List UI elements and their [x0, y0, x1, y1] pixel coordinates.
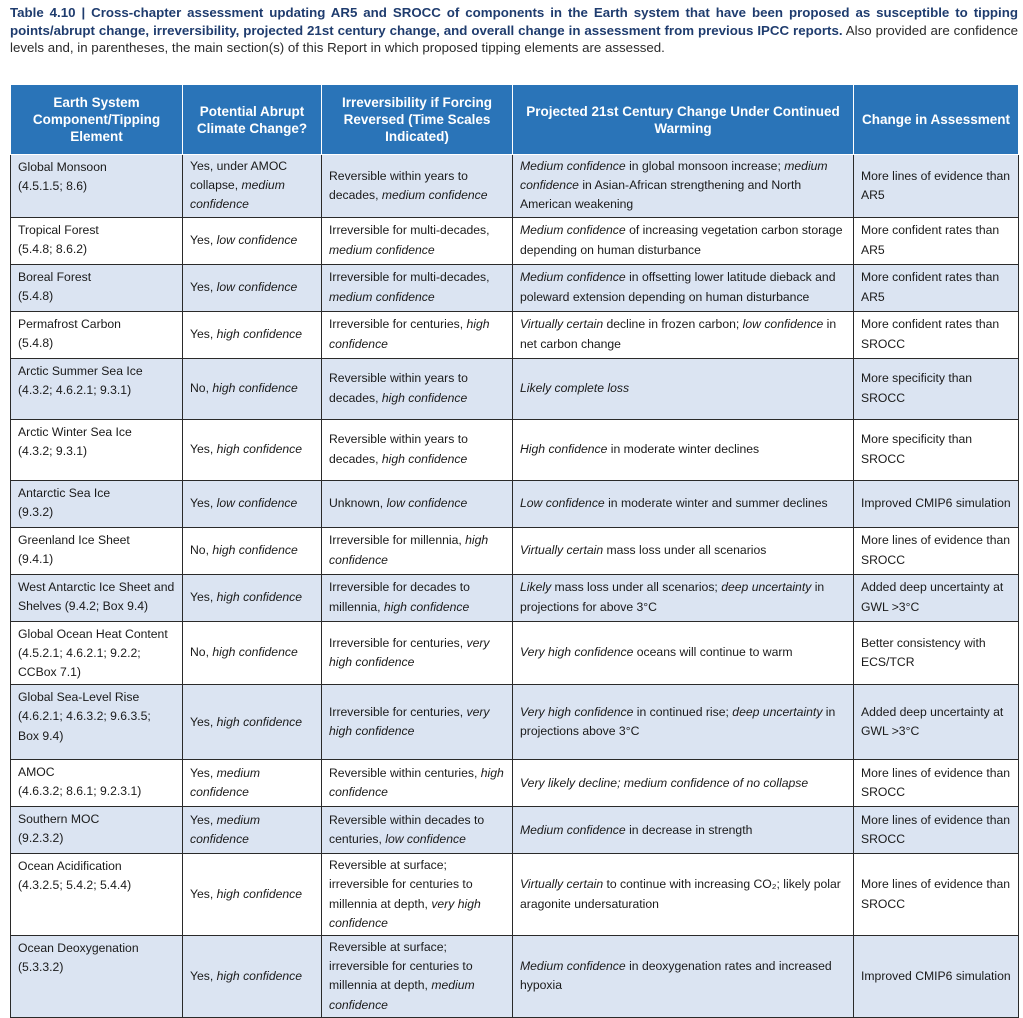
cell-text: Yes,: [190, 766, 217, 781]
cell-projected-change: [513, 760, 854, 807]
component-name: Boreal Forest: [18, 269, 92, 284]
cell-projected-change: [513, 217, 854, 264]
cell-text: in moderate winter declines: [607, 442, 760, 456]
confidence-text: very high confidence: [329, 896, 481, 930]
table-row: [11, 936, 1019, 1018]
confidence-text: high confidence: [216, 327, 303, 341]
confidence-text: Medium confidence: [520, 822, 626, 837]
cell-projected-change: [513, 311, 854, 358]
confidence-text: medium confidence: [190, 766, 261, 800]
table-row: [11, 807, 1019, 854]
cell-change-in-assessment: Improved CMIP6 simulation: [854, 936, 1019, 1018]
cell-text: Irreversible for centuries,: [329, 705, 467, 720]
cell-text: of increasing vegetation carbon storage depending on human disturbance: [520, 223, 843, 257]
confidence-text: Likely: [520, 580, 552, 595]
component-name: Southern MOC: [18, 812, 100, 827]
cell-abrupt-change: [183, 311, 322, 358]
table-row: [11, 264, 1019, 311]
confidence-text: high confidence: [212, 381, 298, 395]
confidence-text: low confidence: [216, 233, 298, 247]
table-row: [11, 480, 1019, 527]
cell-component: [11, 264, 183, 311]
cell-component: [11, 155, 183, 218]
confidence-text: high confidence: [381, 390, 468, 405]
cell-abrupt-change: [183, 760, 322, 807]
table-row: [11, 527, 1019, 574]
cell-text: Reversible within years to decades,: [329, 371, 468, 405]
header-abrupt-change: Potential Abrupt Climate Change?: [183, 85, 322, 155]
confidence-text: high confidence: [216, 442, 303, 456]
cell-text: mass loss under all scenarios: [603, 543, 767, 557]
cell-irreversibility: [322, 807, 513, 854]
cell-text: in net carbon change: [520, 317, 837, 351]
cell-projected-change: [513, 527, 854, 574]
confidence-text: medium confidence: [190, 813, 261, 847]
cell-abrupt-change: [183, 480, 322, 527]
component-sections: (5.4.8): [18, 335, 54, 350]
cell-abrupt-change: [183, 217, 322, 264]
cell-text: to continue with increasing CO₂; likely polar aragonite undersaturation: [520, 877, 841, 911]
tipping-elements-table: [10, 84, 1019, 1018]
cell-text: in offsetting lower latitude dieback and poleward extension depending on human disturbance: [520, 270, 836, 304]
cell-change-in-assessment: More lines of evidence than SROCC: [854, 854, 1019, 936]
confidence-text: medium confidence: [329, 289, 435, 304]
confidence-text: high confidence: [216, 714, 303, 729]
component-name: Greenland Ice Sheet: [18, 532, 130, 547]
component-name: Global Sea-Level Rise: [18, 690, 140, 705]
cell-projected-change: [513, 685, 854, 760]
confidence-text: high confidence: [216, 887, 303, 902]
cell-irreversibility: [322, 358, 513, 419]
caption-title: Table 4.10 | Cross-chapter assessment updating AR5 and SROCC of components in the Earth system that have been proposed as susceptible to tipping points/abrupt change, irreversibility, projected 21st century change, and overall change in assessment from previous IPCC reports.: [10, 5, 1018, 38]
confidence-text: high confidence: [383, 599, 470, 614]
cell-change-in-assessment: More lines of evidence than SROCC: [854, 760, 1019, 807]
cell-component: [11, 936, 183, 1018]
confidence-text: deep uncertainty: [732, 705, 823, 720]
component-name: Arctic Summer Sea Ice: [18, 363, 143, 378]
table-caption: [10, 4, 1018, 57]
cell-irreversibility: [322, 311, 513, 358]
component-name: Tropical Forest: [18, 222, 99, 237]
confidence-text: Very high confidence: [520, 705, 634, 720]
component-sections: (4.5.2.1; 4.6.2.1; 9.2.2; CCBox 7.1): [18, 645, 141, 680]
table-row: [11, 419, 1019, 480]
cell-text: Irreversible for multi-decades,: [329, 270, 490, 285]
cell-component: [11, 574, 183, 621]
cell-text: Yes,: [190, 327, 217, 341]
confidence-text: medium confidence: [190, 178, 285, 212]
confidence-text: Medium confidence: [520, 959, 626, 974]
cell-text: in projections for above 3°C: [520, 580, 825, 614]
cell-change-in-assessment: More confident rates than SROCC: [854, 311, 1019, 358]
cell-projected-change: [513, 419, 854, 480]
cell-abrupt-change: [183, 419, 322, 480]
table-body: [11, 155, 1019, 1018]
cell-component: [11, 685, 183, 760]
confidence-text: Medium confidence: [520, 223, 626, 238]
cell-text: Irreversible for multi-decades,: [329, 223, 490, 238]
cell-irreversibility: [322, 685, 513, 760]
header-component: Earth System Component/Tipping Element: [11, 85, 183, 155]
cell-text: Yes,: [190, 968, 217, 983]
table-header: [11, 85, 1019, 155]
cell-text: Reversible within years to decades,: [329, 168, 468, 202]
header-change-in-assessment: Change in Assessment: [854, 85, 1019, 155]
cell-text: Reversible at surface; irreversible for centuries to millennia at depth,: [329, 858, 473, 911]
table-row: [11, 574, 1019, 621]
component-name: AMOC: [18, 765, 55, 780]
table-row: [11, 685, 1019, 760]
cell-abrupt-change: [183, 358, 322, 419]
cell-text: Reversible within years to decades,: [329, 432, 468, 466]
caption-body: Also provided are confidence levels and, in parentheses, the main section(s) of this Report in which proposed tipping elements are assessed.: [10, 22, 1019, 55]
header-irreversibility: Irreversibility if Forcing Reversed (Time Scales Indicated): [322, 85, 513, 155]
confidence-text: Likely complete loss: [520, 381, 630, 395]
confidence-text: medium confidence: [329, 978, 475, 1012]
cell-change-in-assessment: More lines of evidence than SROCC: [854, 807, 1019, 854]
cell-change-in-assessment: Added deep uncertainty at GWL >3°C: [854, 574, 1019, 621]
cell-component: [11, 358, 183, 419]
component-name: West Antarctic Ice Sheet and Shelves (9.4.2; Box 9.4): [18, 579, 175, 613]
component-sections: (5.3.3.2): [18, 960, 64, 975]
cell-abrupt-change: [183, 574, 322, 621]
cell-abrupt-change: [183, 936, 322, 1018]
cell-text: in global monsoon increase;: [625, 159, 785, 173]
component-sections: (9.2.3.2): [18, 831, 64, 846]
cell-component: [11, 311, 183, 358]
confidence-text: high confidence: [381, 451, 468, 466]
confidence-text: Virtually certain: [520, 543, 604, 557]
confidence-text: low confidence: [216, 496, 298, 510]
table-row: [11, 311, 1019, 358]
cell-text: Yes,: [190, 442, 217, 456]
cell-text: Yes,: [190, 714, 217, 729]
cell-abrupt-change: [183, 685, 322, 760]
cell-text: in projections above 3°C: [520, 705, 836, 739]
cell-abrupt-change: [183, 527, 322, 574]
table-row: [11, 217, 1019, 264]
confidence-text: very high confidence: [329, 635, 490, 669]
cell-component: [11, 419, 183, 480]
confidence-text: High confidence: [520, 442, 608, 456]
cell-abrupt-change: [183, 854, 322, 936]
cell-irreversibility: [322, 155, 513, 218]
cell-component: [11, 854, 183, 936]
cell-text: Yes, under AMOC collapse,: [190, 159, 288, 193]
component-sections: (5.4.8; 8.6.2): [18, 241, 88, 256]
cell-change-in-assessment: More specificity than SROCC: [854, 419, 1019, 480]
cell-abrupt-change: [183, 264, 322, 311]
cell-text: Reversible within centuries,: [329, 766, 481, 781]
cell-irreversibility: [322, 621, 513, 685]
cell-projected-change: [513, 358, 854, 419]
cell-irreversibility: [322, 480, 513, 527]
confidence-text: very high confidence: [329, 705, 490, 739]
confidence-text: medium confidence: [381, 187, 488, 202]
cell-text: No,: [190, 381, 213, 395]
table-row: [11, 760, 1019, 807]
cell-text: Yes,: [190, 233, 217, 247]
component-sections: (4.3.2; 9.3.1): [18, 443, 88, 458]
component-name: Ocean Deoxygenation: [18, 941, 139, 956]
cell-projected-change: [513, 574, 854, 621]
confidence-text: high confidence: [329, 533, 489, 567]
confidence-text: high confidence: [216, 968, 303, 983]
cell-irreversibility: [322, 760, 513, 807]
cell-projected-change: [513, 480, 854, 527]
confidence-text: Virtually certain: [520, 877, 604, 892]
cell-projected-change: [513, 807, 854, 854]
table-row: [11, 155, 1019, 218]
cell-component: [11, 760, 183, 807]
cell-text: No,: [190, 645, 213, 660]
cell-irreversibility: [322, 419, 513, 480]
component-name: Antarctic Sea Ice: [18, 485, 111, 500]
confidence-text: high confidence: [212, 645, 298, 660]
confidence-text: high confidence: [329, 766, 504, 800]
cell-change-in-assessment: Better consistency with ECS/TCR: [854, 621, 1019, 685]
cell-text: Yes,: [190, 590, 217, 604]
cell-text: in Asian-African strengthening and North American weakening: [520, 178, 802, 212]
cell-change-in-assessment: Improved CMIP6 simulation: [854, 480, 1019, 527]
cell-text: Irreversible for millennia,: [329, 533, 466, 548]
cell-change-in-assessment: Added deep uncertainty at GWL >3°C: [854, 685, 1019, 760]
table-row: [11, 854, 1019, 936]
table-row: [11, 621, 1019, 685]
confidence-text: Medium confidence: [520, 270, 626, 285]
confidence-text: low confidence: [386, 496, 468, 510]
cell-text: decline in frozen carbon;: [603, 317, 743, 332]
cell-text: oceans will continue to warm: [633, 645, 793, 660]
cell-change-in-assessment: More confident rates than AR5: [854, 264, 1019, 311]
cell-irreversibility: [322, 264, 513, 311]
confidence-text: low confidence: [742, 317, 824, 332]
cell-text: in decrease in strength: [625, 822, 753, 837]
confidence-text: Very high confidence: [520, 645, 634, 660]
confidence-text: medium confidence: [520, 159, 828, 193]
cell-component: [11, 621, 183, 685]
cell-text: Irreversible for centuries,: [329, 635, 467, 650]
cell-component: [11, 217, 183, 264]
confidence-text: low confidence: [216, 280, 298, 294]
component-sections: (4.6.2.1; 4.6.3.2; 9.6.3.5; Box 9.4): [18, 709, 151, 743]
cell-change-in-assessment: More lines of evidence than SROCC: [854, 527, 1019, 574]
header-row: [11, 85, 1019, 155]
confidence-text: high confidence: [329, 317, 490, 351]
component-sections: (4.3.2; 4.6.2.1; 9.3.1): [18, 382, 132, 397]
cell-irreversibility: [322, 936, 513, 1018]
component-sections: (9.3.2): [18, 504, 54, 519]
cell-text: Yes,: [190, 813, 217, 828]
table-row: [11, 358, 1019, 419]
confidence-text: Very likely decline; medium confidence of no collapse: [520, 775, 809, 790]
cell-irreversibility: [322, 574, 513, 621]
cell-projected-change: [513, 621, 854, 685]
component-name: Global Ocean Heat Content: [18, 626, 168, 641]
confidence-text: deep uncertainty: [721, 580, 812, 595]
cell-component: [11, 480, 183, 527]
component-sections: (4.5.1.5; 8.6): [18, 179, 88, 194]
component-sections: (4.6.3.2; 8.6.1; 9.2.3.1): [18, 784, 142, 799]
cell-text: Yes,: [190, 887, 217, 902]
confidence-text: medium confidence: [329, 242, 435, 257]
component-sections: (9.4.1): [18, 551, 54, 566]
cell-projected-change: [513, 264, 854, 311]
cell-text: in moderate winter and summer declines: [604, 496, 828, 510]
cell-change-in-assessment: More specificity than SROCC: [854, 358, 1019, 419]
cell-text: in continued rise;: [633, 705, 733, 720]
cell-irreversibility: [322, 217, 513, 264]
cell-irreversibility: [322, 527, 513, 574]
component-sections: (5.4.8): [18, 288, 54, 303]
component-name: Global Monsoon: [18, 160, 107, 174]
cell-change-in-assessment: More confident rates than AR5: [854, 217, 1019, 264]
component-name: Permafrost Carbon: [18, 316, 121, 331]
cell-text: No,: [190, 543, 213, 557]
cell-abrupt-change: [183, 155, 322, 218]
component-name: Arctic Winter Sea Ice: [18, 424, 132, 439]
cell-irreversibility: [322, 854, 513, 936]
cell-text: Reversible within decades to centuries,: [329, 813, 485, 847]
cell-projected-change: [513, 936, 854, 1018]
cell-projected-change: [513, 854, 854, 936]
confidence-text: low confidence: [385, 832, 466, 847]
confidence-text: high confidence: [212, 543, 298, 557]
confidence-text: high confidence: [216, 590, 303, 604]
cell-text: Reversible at surface; irreversible for centuries to millennia at depth,: [329, 940, 473, 993]
cell-change-in-assessment: More lines of evidence than AR5: [854, 155, 1019, 218]
cell-text: Yes,: [190, 280, 217, 294]
cell-text: Yes,: [190, 496, 217, 510]
cell-abrupt-change: [183, 621, 322, 685]
confidence-text: Medium confidence: [520, 159, 626, 173]
cell-text: in deoxygenation rates and increased hypoxia: [520, 959, 832, 993]
confidence-text: Low confidence: [520, 496, 605, 510]
header-projected-change: Projected 21st Century Change Under Continued Warming: [513, 85, 854, 155]
component-name: Ocean Acidification: [18, 859, 122, 874]
cell-text: Irreversible for decades to millennia,: [329, 580, 470, 614]
component-sections: (4.3.2.5; 5.4.2; 5.4.4): [18, 878, 132, 893]
cell-text: Unknown,: [329, 496, 387, 510]
cell-component: [11, 527, 183, 574]
confidence-text: Virtually certain: [520, 317, 604, 332]
cell-projected-change: [513, 155, 854, 218]
cell-text: Irreversible for centuries,: [329, 317, 467, 332]
cell-abrupt-change: [183, 807, 322, 854]
cell-text: mass loss under all scenarios;: [551, 580, 722, 595]
cell-component: [11, 807, 183, 854]
